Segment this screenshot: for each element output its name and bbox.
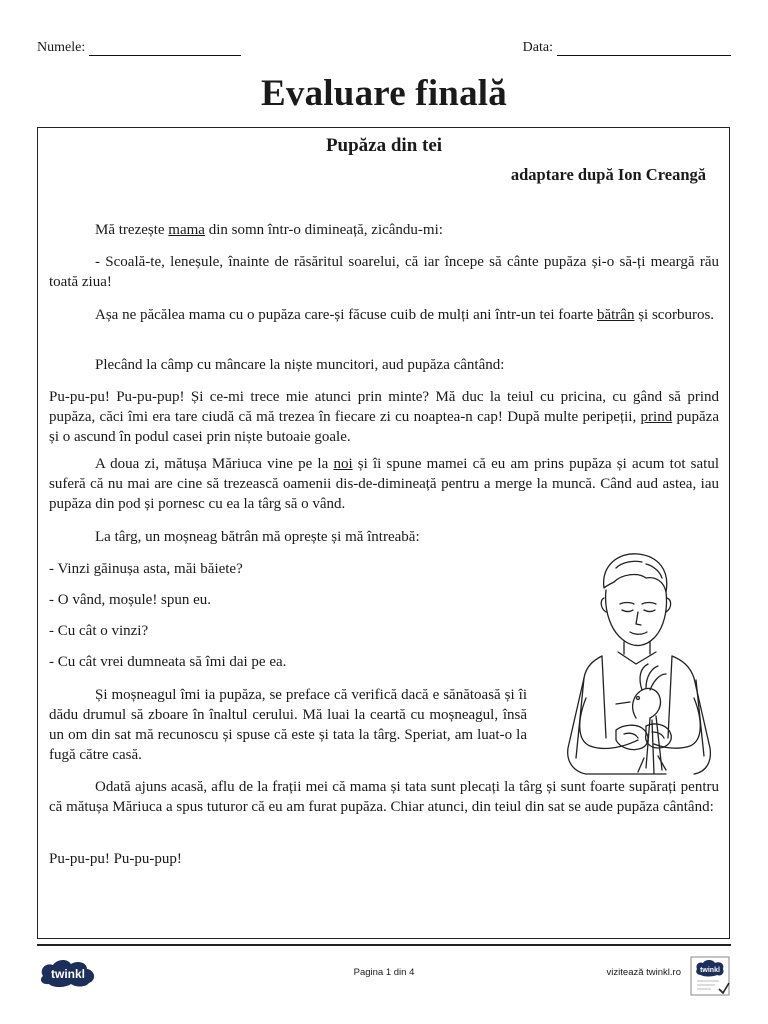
paragraph-2 — [49, 252, 719, 292]
header-row — [37, 40, 731, 60]
date-label: Data: — [522, 40, 553, 55]
paragraph-text: - Scoală-te, leneșule, înainte de răsăritul soarelui, că iar începe să cânte pupăza și-o să-ți meargă rău toată ziua! — [49, 254, 719, 290]
paragraph-9 — [49, 590, 519, 610]
paragraph-10 — [49, 621, 519, 641]
boy-with-hoopoe-illustration — [546, 548, 724, 798]
paragraph-14 — [49, 849, 719, 869]
story-title: Pupăza din tei — [325, 135, 443, 156]
paragraph-text: și îi spune mamei că eu am prins pupăza și acum tot satul suferă că nu mai are cine să trezească oamenii dis-de-dimineață pentru a merge la muncă. Când aud astea, iau pupăza din pod și pornesc cu ea la târg să o vând. — [49, 456, 719, 512]
name-blank-line[interactable] — [89, 41, 241, 56]
paragraph-11 — [49, 652, 519, 672]
paragraph-1 — [49, 220, 719, 240]
paragraph-text: pupăza și o ascund în podul casei prin niște butoaie goale. — [49, 409, 719, 445]
underlined-word: mama — [168, 222, 205, 238]
paragraph-7 — [49, 527, 719, 547]
paragraph-text: din somn într-o dimineață, zicându-mi: — [204, 222, 443, 238]
paragraph-text: Plecând la câmp cu mâncare la niște muncitori, aud pupăza cântând: — [95, 357, 505, 373]
paragraph-text: Așa ne păcălea mama cu o pupăza care-și făcuse cuib de mulți ani într-un tei foarte — [95, 307, 597, 323]
underlined-word: bătrân — [596, 307, 635, 323]
twinkl-logo-text: twinkl — [50, 967, 86, 981]
underlined-word: prind — [640, 409, 673, 425]
dialogue-line: - Cu cât o vinzi? — [49, 623, 149, 639]
paragraph-text: Mă trezește — [95, 222, 169, 238]
paragraph-8 — [49, 559, 519, 579]
badge-text: twinkl — [700, 967, 720, 974]
date-field — [523, 40, 731, 56]
paragraph-text: A doua zi, mătușa Măriuca vine pe la — [95, 456, 334, 472]
dialogue-line: - Cu cât vrei dumneata să îmi dai pe ea. — [49, 654, 287, 670]
paragraph-text: Și moșneagul îmi ia pupăza, se preface că verifică dacă e sănătoasă și îi dădu drumul să zboare în înaltul cerului. Mă luai la ceartă cu moșneagul, însă un om din sat mă recunoscu și spuse că este și tata la târg. Speriat, am luat-o la fugă către casă. — [49, 687, 527, 763]
dialogue-line: - Vinzi găinușa asta, măi băiete? — [49, 561, 243, 577]
paragraph-text: Pu-pu-pu! Pu-pu-pup! — [49, 851, 182, 867]
paragraph-text: Odată ajuns acasă, aflu de la frații mei că mama și tata sunt plecați la târg și sunt foarte supărați pentru că mătușa Măriuca a spus tuturor că eu am furat pupăza. Chiar atunci, din teiul din sat se aude pupăza cântând: — [49, 779, 719, 815]
story-author: adaptare după Ion Creangă — [510, 165, 706, 184]
name-field — [37, 40, 241, 56]
paragraph-text: Pu-pu-pu! Pu-pu-pup! Și ce-mi trece mie atunci prin minte? Mă duc la teiul cu pricina, cu gând să prind pupăza, căci îmi era tare ciudă că mă trezea în fiecare zi cu noaptea-n cap! După multe peripeții, — [49, 389, 719, 425]
page-number: Pagina 1 din 4 — [353, 967, 415, 978]
underlined-word: noi — [333, 456, 353, 472]
dialogue-line: - O vând, moșule! spun eu. — [49, 592, 212, 608]
paragraph-text: La târg, un moșneag bătrân mă oprește și mă întreabă: — [95, 529, 420, 545]
date-blank-line[interactable] — [557, 41, 731, 56]
name-label: Numele: — [37, 40, 86, 55]
paragraph-6 — [49, 454, 719, 514]
page-title: Evaluare finală — [261, 73, 507, 114]
visit-link[interactable]: vizitează twinkl.ro — [606, 967, 681, 978]
paragraph-12 — [49, 685, 527, 765]
footer-divider — [37, 944, 731, 946]
paragraph-4 — [49, 355, 719, 375]
paragraph-text: și scorburos. — [634, 307, 715, 323]
paragraph-5 — [49, 387, 719, 447]
paragraph-3 — [49, 305, 719, 325]
quality-badge-icon — [689, 955, 731, 997]
footer — [37, 958, 731, 1008]
